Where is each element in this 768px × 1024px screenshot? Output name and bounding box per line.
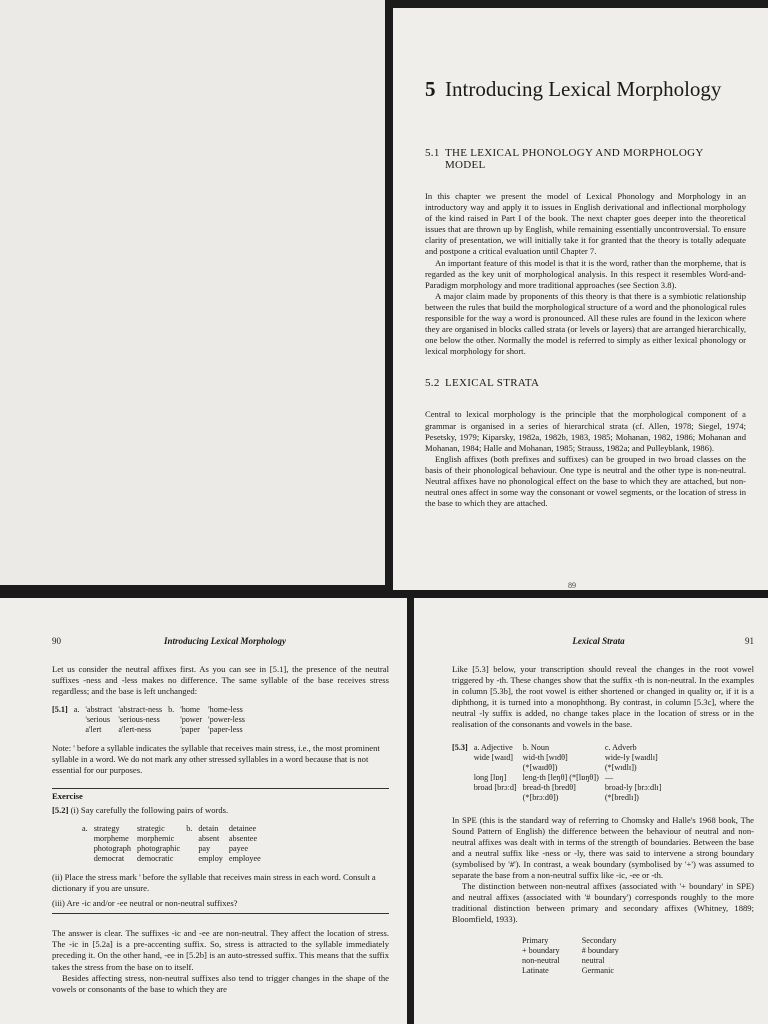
paragraph: A major claim made by proponents of this theory is that there is a symbiotic relationship between the rules that build the morphological structure of a word and the phonological rules responsible for the way a word is pronounced. All these rules are found in the lexicon where they are organised in blocks called strata (or levels or layers) that are arranged hierarchically, one below the other. Normally the model is referred to simply as either lexical phonology or lexical morphology for short. [425, 290, 746, 357]
chapter-title-text: Introducing Lexical Morphology [445, 77, 722, 101]
exercise-title: Exercise [52, 791, 83, 802]
paragraph: Let us consider the neutral affixes first. As you can see in [5.1], the presence of the neutral suffixes -ness and -less makes no difference. The same syllable of the base receives stress regardless; and the base is left unchanged: [52, 664, 389, 697]
paragraph: In this chapter we present the model of Lexical Phonology and Morphology in an introductory way and apply it to issues in English derivational and inflectional morphology of the kind raised in Part I of the book. The next chapter goes deeper into the theoretical issues that are thrown up by English, while remaining essentially uncontroversial. To ensure clarity of presentation, we will initially take it for granted that the theory is totally adequate and postpone a critical evaluation until Chapter 7. [425, 191, 746, 257]
example-label: [5.1] [52, 705, 68, 715]
facing-page-blank [0, 0, 385, 585]
running-head-title: Introducing Lexical Morphology [163, 636, 286, 646]
page-footer: 89 [568, 581, 576, 590]
chapter-number: 5 [425, 77, 436, 101]
paragraph: Central to lexical morphology is the principle that the morphological component of a grammar is organised in a series of hierarchical strata (cf. Allen, 1978; Siegel, 1974; Pesetsky, 1979; Kiparsky, 1982a, 1982b, 1983, 1985; Mohanan, 1982, 1986; Mohanan and Mohanan, 1984; Halle and Mohanan, 1985; Strauss, 1982a; and Pulleyblank, 1986). [425, 409, 746, 453]
paragraph: Besides affecting stress, non-neutral suffixes also tend to trigger changes in the shape of the vowels or consonants of the base to which they are [52, 972, 389, 994]
page-number: 90 [52, 636, 61, 646]
page-number: 91 [745, 636, 754, 646]
example-label: [5.3] [452, 742, 468, 752]
primary-secondary-table: Primary Secondary + boundary # boundary non-neutral neutral Latinate Germanic [522, 935, 619, 975]
running-head-title: Lexical Strata [572, 636, 625, 646]
section-heading-5-1: 5.1 THE LEXICAL PHONOLOGY AND MORPHOLOGY MODEL [425, 147, 704, 171]
paragraph: English affixes (both prefixes and suffixes) can be grouped in two broad classes on the basis of their phonological behaviour. One type is neutral and the other type is non-neutral. Neutral affixes have no phonological effect on the base to which they are attached, but non-neutral ones affect in some way the consonant or vowel segments, or the location of stress in the base to which they are attached. [425, 453, 746, 509]
paragraph: In SPE (this is the standard way of referring to Chomsky and Halle's 1968 book, The Sound Pattern of English) the difference between the behaviour of neutral and non-neutral affixes was dealt with in terms of the strength of boundaries. Between the base and a neutral suffix like -ness or -ly, there was said to intervene a strong boundary (symbolised by '#'). In contrast, a weak boundary (symbolised by '+') was assumed to separate the base from a non-neutral suffix like -ic, -ee or -th. [452, 814, 754, 881]
exercise-5-2-words: a. strategy strategic b. detain detainee morpheme morphemic absent absentee photograph photographic pay payee democrat democratic employ employee [82, 824, 261, 864]
paragraph: Like [5.3] below, your transcription should reveal the changes in the root vowel triggered by -th. These changes show that the suffix -th is non-neutral. In the examples in column [5.3b], the root vowel is either shortened or changed in quality or, if it is a diphthong, it is turned into a monophthong. By contrast, in column [5.3c], where the neutral -ly suffix is added, no change takes place in the location of stress or in the realisation of the consonants and vowels in the base. [452, 664, 754, 730]
running-head [52, 636, 389, 646]
note: Note: ' before a syllable indicates the syllable that receives main stress, i.e., the most prominent syllable in a word. We do not mark any other stressed syllables in a word because that is not essential for our purposes. [52, 743, 380, 776]
section-heading-5-2: 5.2 LEXICAL STRATA [425, 377, 540, 390]
scan-gap [0, 590, 768, 598]
page-90 [0, 598, 407, 1024]
example-5-3: [5.3] a. Adjective b. Noun c. Adverb wide [waɪd] wid-th [wɪdθ] wide-ly [waɪdlɪ] (*[waɪdθ]) (*[wɪdlɪ]) long [lɒŋ] leng-th [leŋθ] (*[lɒŋθ]) — broad [brɔːd] bread-th [bredθ] broad-ly [brɔːdlɪ] (*[brɔːdθ]) (*[bredlɪ]) [452, 742, 662, 802]
chapter-title [425, 78, 746, 101]
exercise-box: Exercise [5.2] (i) Say carefully the following pairs of words. a. strategy strategic b. detain detainee morpheme morphemic absent absentee photograph photographic pay payee democrat democratic employ employee (ii) Place the stress mark ' before the syllable that receives main stress in each word. Consult a dictionary if you are unsure. (iii) Are -ic and/or -ee neutral or non-neutral suffixes? [52, 788, 389, 914]
running-head [452, 636, 754, 646]
paragraph: An important feature of this model is that it is the word, rather than the morpheme, that is regarded as the key unit of morphological analysis. In this respect it resembles Word-and-Paradigm morphology and more traditional approaches (see Section 3.8). [425, 257, 746, 290]
page-89 [393, 8, 768, 590]
paragraph: The answer is clear. The suffixes -ic and -ee are non-neutral. They affect the location of stress. The -ic in [5.2a] is a pre-accenting suffix. So, stress is attracted to the syllable immediately preceding it. On the other hand, -ee in [5.2b] is an auto-stressed suffix. This means that the suffix takes the stress from the base on to itself. [52, 928, 389, 972]
example-5-1: [5.1] a. 'abstract 'abstract-ness b. 'home 'home-less 'serious 'serious-ness 'power 'power-less a'lert a'lert-ness 'paper 'paper-less [52, 705, 245, 735]
page-91 [414, 598, 768, 1024]
paragraph: The distinction between non-neutral affixes (associated with '+ boundary' in SPE) and neutral affixes (associated with '# boundary') corresponds roughly to the more traditional distinction between primary and secondary affixes (Whitney, 1889; Bloomfield, 1933). [452, 881, 754, 925]
